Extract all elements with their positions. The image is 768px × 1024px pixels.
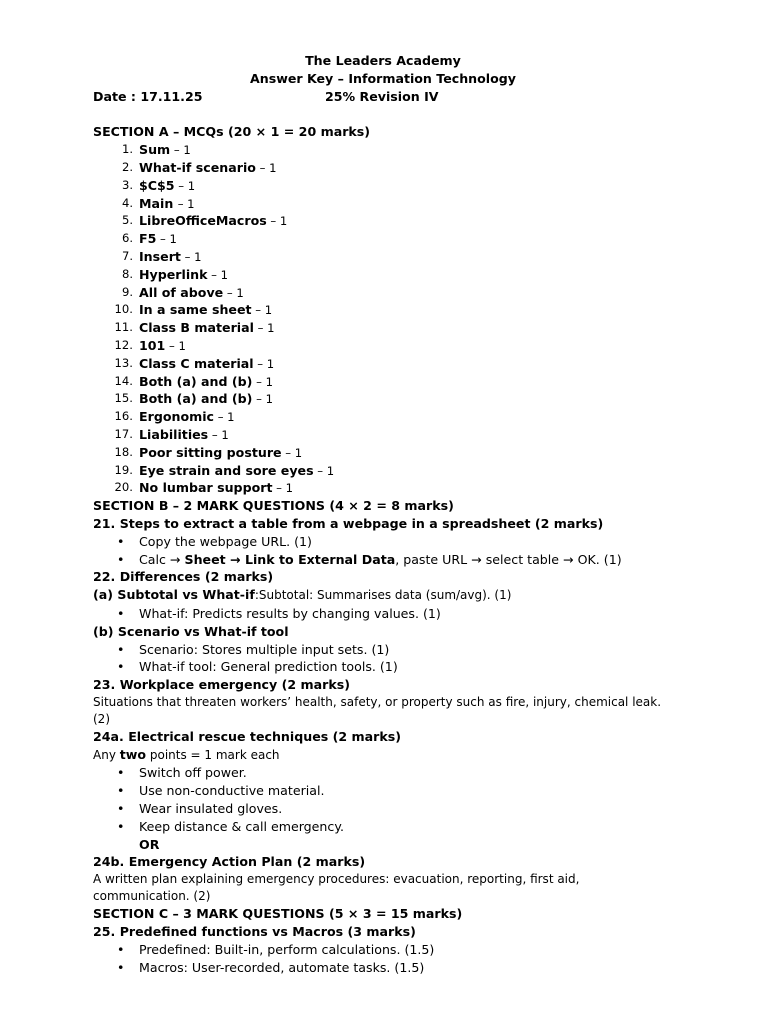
- list-item: • Predefined: Built-in, perform calculations. (1.5): [93, 941, 673, 959]
- mcq-number: 8.: [121, 266, 133, 281]
- mcq-marks: – 1: [253, 356, 275, 371]
- mcq-marks: – 1: [255, 160, 277, 175]
- spacer: [93, 105, 673, 123]
- mcq-answer: Hyperlink: [139, 266, 208, 282]
- question-21-list: [93, 533, 673, 569]
- mcq-marks: – 1: [180, 249, 202, 264]
- mcq-number: 15.: [114, 391, 133, 406]
- mcq-marks: – 1: [208, 427, 229, 442]
- or-separator: OR: [139, 836, 160, 852]
- mcq-number: 9.: [121, 284, 133, 299]
- mcq-marks: – 1: [177, 196, 195, 211]
- mcq-item: [93, 408, 673, 426]
- mcq-item: [93, 479, 673, 497]
- mcq-item: [93, 462, 673, 480]
- mcq-marks: – 1: [252, 374, 273, 389]
- menu-path: Sheet → Link to External Data: [184, 551, 396, 567]
- mcq-answer: F5: [139, 231, 157, 247]
- answer-key-document: [93, 52, 673, 976]
- list-item: • Keep distance & call emergency.: [93, 818, 673, 836]
- mcq-number: 4.: [121, 195, 133, 210]
- mcq-number: 3.: [121, 177, 133, 192]
- mcq-answer: $C$5: [139, 177, 175, 193]
- mcq-marks: – 1: [223, 285, 244, 300]
- revision-label: 25% Revision IV: [325, 88, 439, 104]
- mcq-marks: – 1: [174, 178, 196, 193]
- question-24a-title: 24a. Electrical rescue techniques (2 marks): [93, 728, 401, 744]
- mcq-number: 1.: [121, 142, 133, 157]
- question-24a-list: [93, 764, 673, 835]
- list-item: • Wear insulated gloves.: [93, 800, 673, 818]
- intro-suffix: points = 1 mark each: [146, 747, 280, 762]
- question-24b-answer: A written plan explaining emergency procedures: evacuation, reporting, first aid, communication. (2): [93, 872, 580, 904]
- mcq-item: [93, 248, 673, 266]
- mcq-number: 5.: [121, 213, 133, 228]
- section-c-heading: SECTION C – 3 MARK QUESTIONS (5 × 3 = 15 marks): [93, 906, 463, 922]
- mcq-marks: – 1: [253, 321, 275, 336]
- date-label: Date : 17.11.25: [93, 88, 203, 104]
- mcq-marks: – 1: [313, 463, 335, 478]
- mcq-number: 2.: [121, 159, 133, 174]
- list-item: • Use non-conductive material.: [93, 782, 673, 800]
- question-22a-text: :Subtotal: Summarises data (sum/avg). (1): [254, 588, 512, 603]
- mcq-number: 20.: [114, 480, 133, 495]
- mcq-marks: – 1: [266, 214, 288, 229]
- mcq-marks: – 1: [156, 232, 177, 247]
- mcq-answer: LibreOfficeMacros: [139, 213, 267, 229]
- list-item: • Copy the webpage URL. (1): [93, 533, 673, 551]
- mcq-item: [93, 159, 673, 177]
- mcq-number: 14.: [114, 373, 133, 388]
- mcq-answer: Liabilities: [139, 426, 209, 442]
- mcq-marks: – 1: [214, 410, 235, 425]
- mcq-answer: Ergonomic: [139, 409, 215, 425]
- section-a-heading: SECTION A – MCQs (20 × 1 = 20 marks): [93, 124, 371, 140]
- question-21-title: 21. Steps to extract a table from a webpage in a spreadsheet (2 marks): [93, 515, 604, 531]
- mcq-number: 17.: [114, 426, 133, 441]
- question-23-title: 23. Workplace emergency (2 marks): [93, 677, 350, 693]
- school-name: The Leaders Academy: [305, 53, 461, 68]
- mcq-item: [93, 390, 673, 408]
- mcq-number: 13.: [114, 355, 133, 370]
- question-22-title: 22. Differences (2 marks): [93, 569, 274, 585]
- step-prefix: Calc →: [139, 551, 185, 567]
- mcq-marks: – 1: [251, 303, 273, 318]
- mcq-item: [93, 355, 673, 373]
- mcq-answer: Sum: [139, 142, 171, 158]
- mcq-item: [93, 301, 673, 319]
- question-22a-line: [93, 586, 673, 605]
- mcq-item: [93, 426, 673, 444]
- list-item: • Macros: User-recorded, automate tasks. (1.5): [93, 959, 673, 977]
- document-title: Answer Key – Information Technology: [250, 70, 516, 86]
- mcq-answer: Insert: [139, 248, 181, 264]
- mcq-item: [93, 195, 673, 213]
- mcq-answer: Poor sitting posture: [139, 444, 282, 460]
- mcq-item: [93, 284, 673, 302]
- question-24a-intro: [93, 746, 673, 765]
- intro-prefix: Any: [93, 747, 120, 762]
- mcq-item: [93, 177, 673, 195]
- mcq-answer: All of above: [139, 284, 224, 300]
- mcq-item: [93, 319, 673, 337]
- question-22a-title: (a) Subtotal vs What-if: [93, 587, 255, 603]
- mcq-answer: 101: [139, 337, 166, 353]
- list-item: • Switch off power.: [93, 764, 673, 782]
- mcq-marks: – 1: [281, 445, 303, 460]
- mcq-answer: What-if scenario: [139, 159, 256, 175]
- mcq-number: 10.: [114, 302, 133, 317]
- mcq-answer: Both (a) and (b): [139, 391, 253, 407]
- mcq-number: 18.: [114, 444, 133, 459]
- intro-emphasis: two: [119, 746, 147, 762]
- question-25-title: 25. Predefined functions vs Macros (3 marks): [93, 924, 416, 940]
- list-item: • Scenario: Stores multiple input sets. (1): [93, 641, 673, 659]
- mcq-marks: – 1: [207, 267, 229, 282]
- date-revision-row: [93, 88, 673, 106]
- mcq-item: [93, 230, 673, 248]
- list-item: [93, 551, 673, 569]
- mcq-marks: – 1: [252, 392, 273, 407]
- mcq-number: 11.: [114, 320, 133, 335]
- mcq-answer: In a same sheet: [139, 302, 252, 318]
- mcq-item: [93, 373, 673, 391]
- step-suffix: , paste URL → select table → OK. (1): [395, 551, 622, 567]
- section-b-heading: SECTION B – 2 MARK QUESTIONS (4 × 2 = 8 marks): [93, 498, 454, 514]
- mcq-number: 7.: [121, 248, 133, 263]
- question-24b-title: 24b. Emergency Action Plan (2 marks): [93, 854, 366, 870]
- mcq-number: 16.: [114, 409, 133, 424]
- mcq-item: [93, 444, 673, 462]
- mcq-item: [93, 141, 673, 159]
- mcq-answer-list: [93, 141, 673, 497]
- mcq-item: [93, 337, 673, 355]
- mcq-answer: Class B material: [139, 320, 254, 336]
- mcq-marks: – 1: [165, 338, 186, 353]
- question-25-list: [93, 941, 673, 977]
- mcq-answer: Both (a) and (b): [139, 373, 253, 389]
- mcq-number: 19.: [114, 462, 133, 477]
- mcq-marks: – 1: [170, 143, 191, 158]
- mcq-item: [93, 266, 673, 284]
- mcq-number: 6.: [121, 231, 133, 246]
- mcq-number: 12.: [114, 337, 133, 352]
- question-23-answer: Situations that threaten workers’ health, safety, or property such as fire, injury, chemical leak. (2): [93, 694, 662, 726]
- list-item: • What-if tool: General prediction tools. (1): [93, 658, 673, 676]
- question-22b-list: [93, 641, 673, 677]
- mcq-answer: Main: [139, 195, 178, 211]
- mcq-item: [93, 212, 673, 230]
- list-item: • What-if: Predicts results by changing values. (1): [93, 605, 673, 623]
- question-22b-title: (b) Scenario vs What-if tool: [93, 623, 289, 639]
- mcq-answer: No lumbar support: [139, 480, 273, 496]
- mcq-answer: Class C material: [139, 355, 254, 371]
- mcq-marks: – 1: [272, 481, 294, 496]
- mcq-answer: Eye strain and sore eyes: [139, 462, 314, 478]
- question-22a-list: [93, 605, 673, 623]
